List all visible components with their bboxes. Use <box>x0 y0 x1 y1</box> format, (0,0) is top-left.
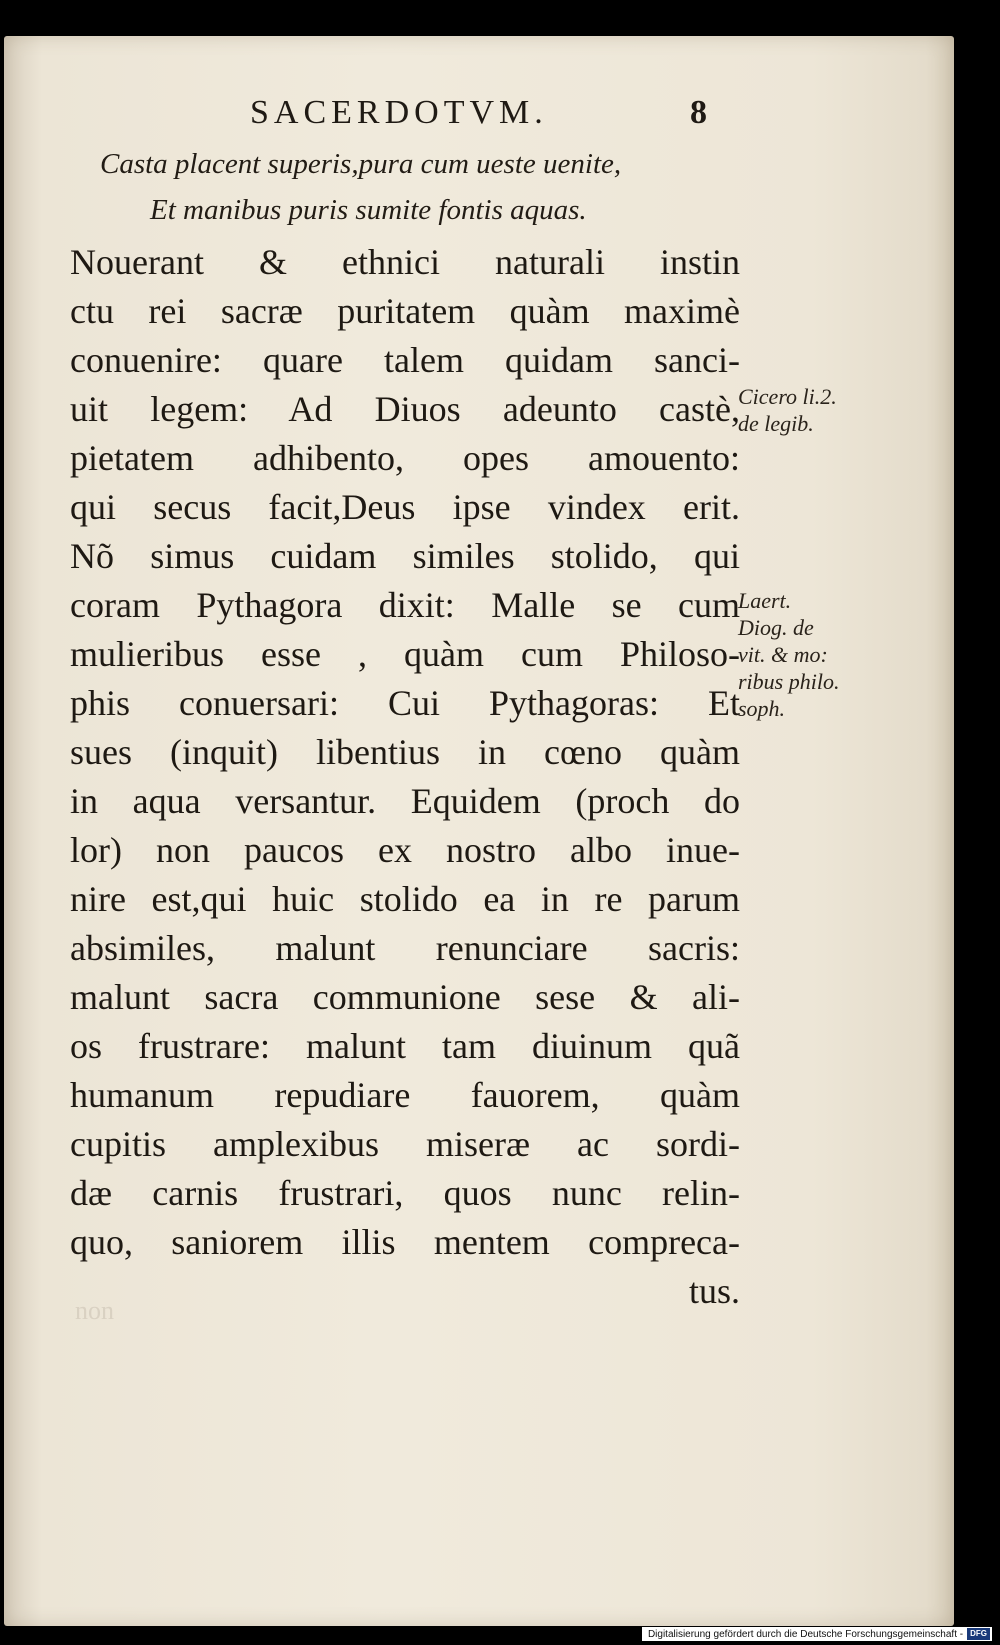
body-line: conuenire: quare talem quidam sanci- <box>70 340 740 380</box>
body-line: quo, saniorem illis mentem compreca- <box>70 1222 740 1262</box>
footer-credit: Digitalisierung gefördert durch die Deutsche Forschungsgemeinschaft - <box>647 1628 964 1640</box>
body-line: Nõ simus cuidam similes stolido, qui <box>70 536 740 576</box>
body-line: qui secus facit,Deus ipse vindex erit. <box>70 487 740 527</box>
body-line: mulieribus esse , quàm cum Philoso- <box>70 634 740 674</box>
margin-note-laertius <box>738 587 898 722</box>
body-line: uit legem: Ad Diuos adeunto castè, <box>70 389 740 429</box>
margin-note-line: Cicero li.2. <box>738 384 837 409</box>
body-line: lor) non paucos ex nostro albo inue- <box>70 830 740 870</box>
body-line: absimiles, malunt renunciare sacris: <box>70 928 740 968</box>
body-line: pietatem adhibento, opes amouento: <box>70 438 740 478</box>
body-line: dæ carnis frustrari, quos nunc relin- <box>70 1173 740 1213</box>
dfg-logo: DFG <box>967 1628 990 1640</box>
margin-note-line: vit. & mo: <box>738 642 828 667</box>
margin-note-line: ribus philo. <box>738 669 840 694</box>
verse-line-1: Casta placent superis,pura cum ueste uenite, <box>100 148 622 180</box>
margin-note-line: soph. <box>738 696 786 721</box>
margin-note-line: de legib. <box>738 411 814 436</box>
verse-line-2: Et manibus puris sumite fontis aquas. <box>150 194 587 226</box>
body-line: malunt sacra communione sese & ali- <box>70 977 740 1017</box>
body-line: coram Pythagora dixit: Malle se cum <box>70 585 740 625</box>
body-line: nire est,qui huic stolido ea in re parum <box>70 879 740 919</box>
body-line: sues (inquit) libentius in cœno quàm <box>70 732 740 772</box>
running-head: SACERDOTVM. <box>250 94 548 131</box>
show-through-text: non <box>75 1296 114 1325</box>
body-line: os frustrare: malunt tam diuinum quã <box>70 1026 740 1066</box>
margin-note-line: Laert. <box>738 588 792 613</box>
page-number: 8 <box>690 94 707 131</box>
body-line-catchword: tus. <box>688 1271 740 1311</box>
body-line: humanum repudiare fauorem, quàm <box>70 1075 740 1115</box>
margin-note-cicero <box>738 383 898 437</box>
body-line: in aqua versantur. Equidem (proch do <box>70 781 740 821</box>
margin-note-line: Diog. de <box>738 615 814 640</box>
body-line: phis conuersari: Cui Pythagoras: Et <box>70 683 740 723</box>
body-text <box>70 238 740 1316</box>
page-header <box>0 94 1000 140</box>
body-line: ctu rei sacræ puritatem quàm maximè <box>70 291 740 331</box>
body-line: Nouerant & ethnici naturali instin <box>70 242 740 282</box>
digitization-footer <box>642 1627 992 1641</box>
body-line: cupitis amplexibus miseræ ac sordi- <box>70 1124 740 1164</box>
